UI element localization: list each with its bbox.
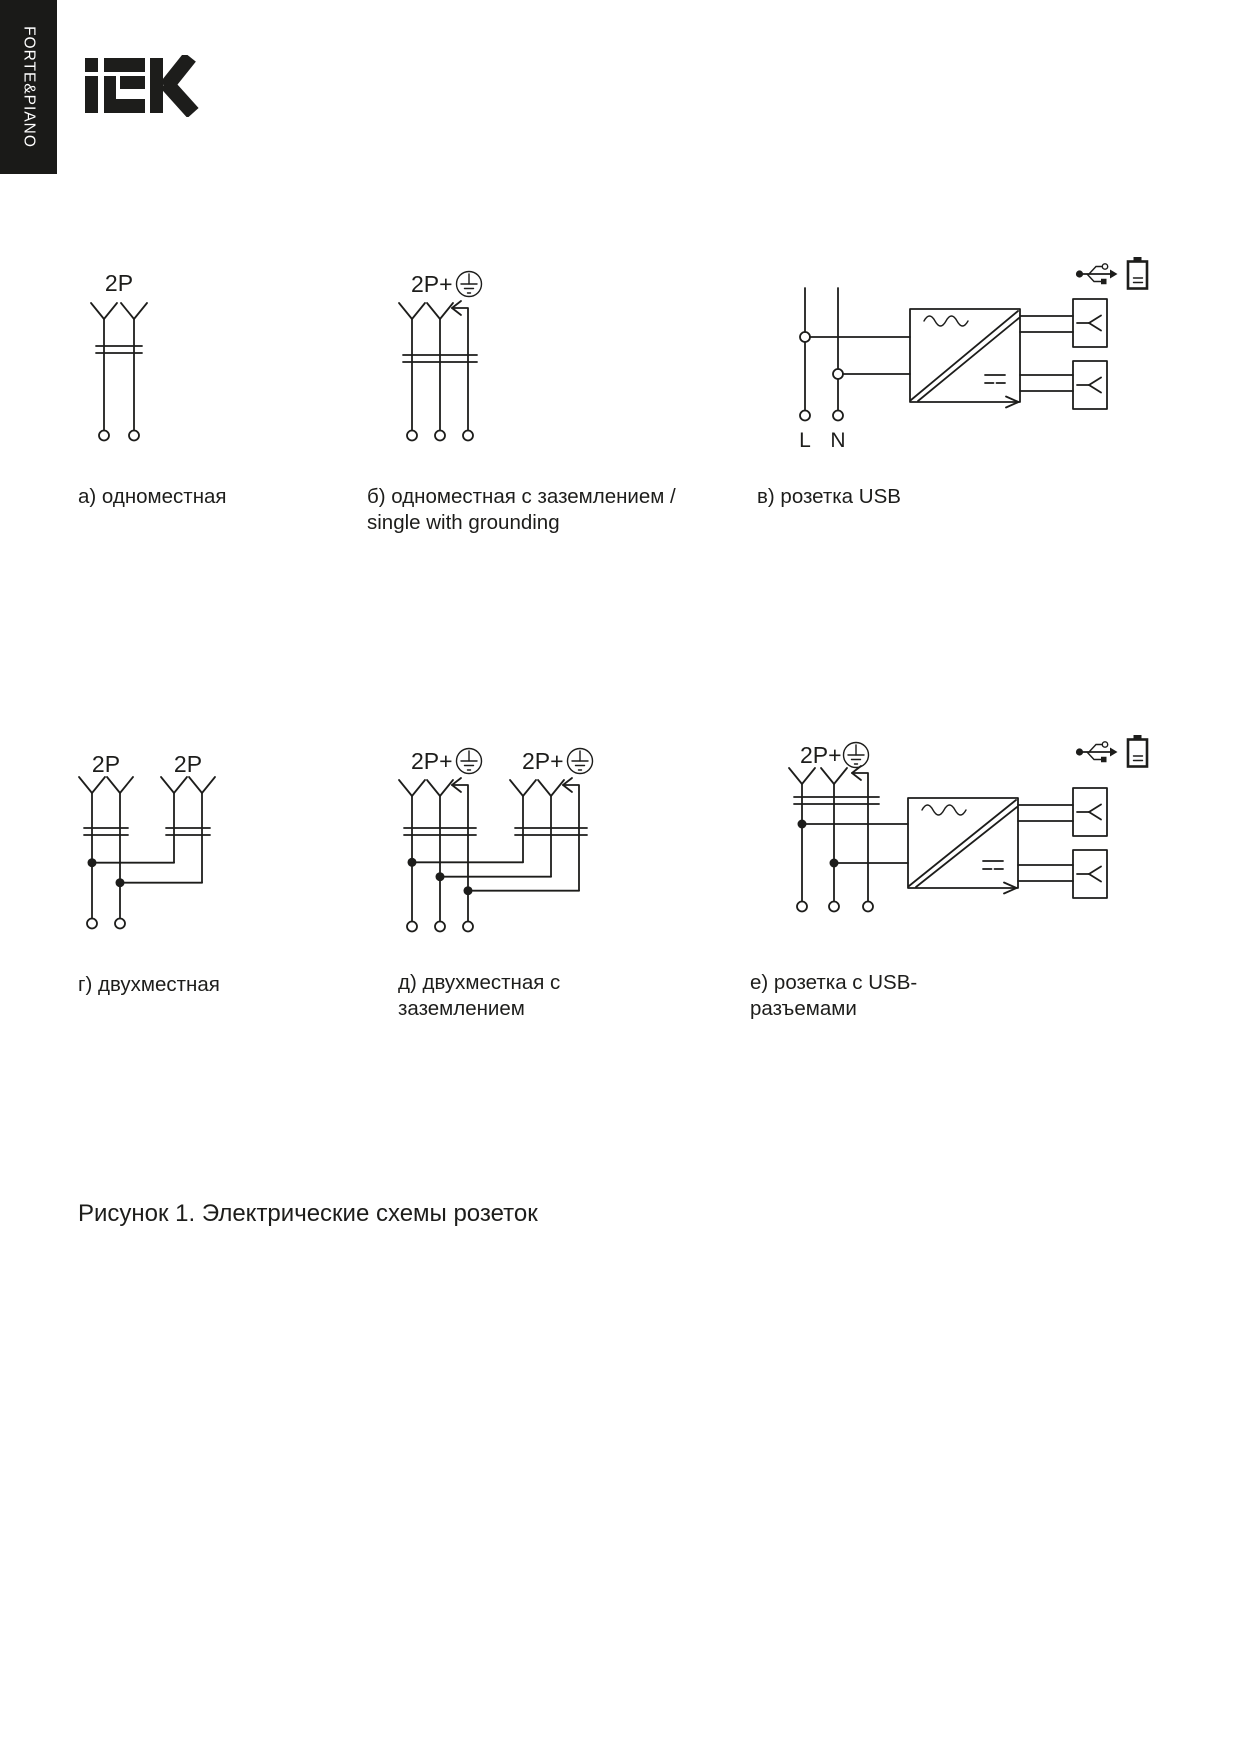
socket-base-bar [794,797,879,804]
acdc-converter-icon [908,798,1018,894]
socket-contact-icon [399,780,564,796]
usb-icon [1076,742,1118,762]
ground-contact-icon [452,778,579,921]
terminal-icon [87,919,97,929]
diagram-a-single-socket [85,258,155,448]
usb-port-icon [1073,299,1107,347]
terminal-icon [829,902,839,912]
caption-diagram-g: г) двухместная [78,973,220,996]
iek-logo [85,55,203,117]
pole-count-label: 2P [91,751,121,777]
terminal-icon [800,411,810,421]
iek-logo-mark [85,57,193,113]
caption-diagram-e: е) розетка с USB- разъемами [750,971,918,1020]
socket-contact-icon [789,768,847,784]
acdc-converter-icon [910,309,1020,408]
battery-icon [1128,257,1147,289]
socket-base-bar [96,346,142,353]
terminal-icon [115,919,125,929]
caption-diagram-b: б) одноместная с заземлением / single with grounding [367,485,676,534]
pole-count-label: 2P+ [411,271,453,297]
pole-count-label: 2P [173,751,203,777]
diagram-b-single-socket-grounded [395,258,505,448]
junction-dot [464,886,473,895]
terminal-icon [99,431,139,441]
earth-icon [457,749,482,774]
diagram-g-double-socket [75,742,305,937]
terminal-icon [833,411,843,421]
pole-count-label: 2P+ [411,748,453,774]
caption-diagram-a: а) одноместная [78,485,227,508]
diagram-d-double-socket-grounded [395,733,625,943]
usb-icon [1076,264,1118,284]
socket-contact-icon [399,303,453,319]
diagram-e-socket-with-usb [700,730,1170,945]
figure-caption: Рисунок 1. Электрические схемы розеток [78,1200,538,1227]
terminal-icon [407,431,473,441]
line-wire-label: L [799,429,811,452]
socket-base-bar [84,828,210,835]
pole-count-label: 2P+ [522,748,564,774]
junction-dot [88,858,97,867]
battery-icon [1128,735,1147,767]
terminal-icon [407,922,417,932]
brand-series-label: FORTE&PIANO [20,26,38,148]
earth-icon [844,743,869,768]
diagram-c-usb-socket [700,250,1170,465]
socket-contact-icon [79,777,215,793]
earth-icon [568,749,593,774]
socket-contact-icon [91,303,147,319]
neutral-wire-label: N [830,429,846,452]
junction-dot [830,859,839,868]
usb-port-icon [1073,850,1107,898]
pole-count-label: 2P+ [800,742,842,768]
usb-port-icon [1073,788,1107,836]
socket-base-bar [404,828,587,835]
junction-dot [436,872,445,881]
ground-contact-icon [852,766,868,901]
usb-port-icon [1073,361,1107,409]
junction-dot [116,878,125,887]
terminal-icon [463,922,473,932]
junction-dot [798,820,807,829]
ground-contact-icon [452,301,468,430]
caption-diagram-c: в) розетка USB [757,485,901,508]
tap-connection-icon [800,332,910,379]
brand-series-tab [0,0,57,174]
terminal-icon [863,902,873,912]
earth-icon [457,272,482,297]
terminal-icon [797,902,807,912]
junction-dot [408,858,417,867]
pole-count-label: 2P [104,270,134,296]
terminal-icon [435,922,445,932]
caption-diagram-d: д) двухместная с заземлением [398,971,561,1020]
